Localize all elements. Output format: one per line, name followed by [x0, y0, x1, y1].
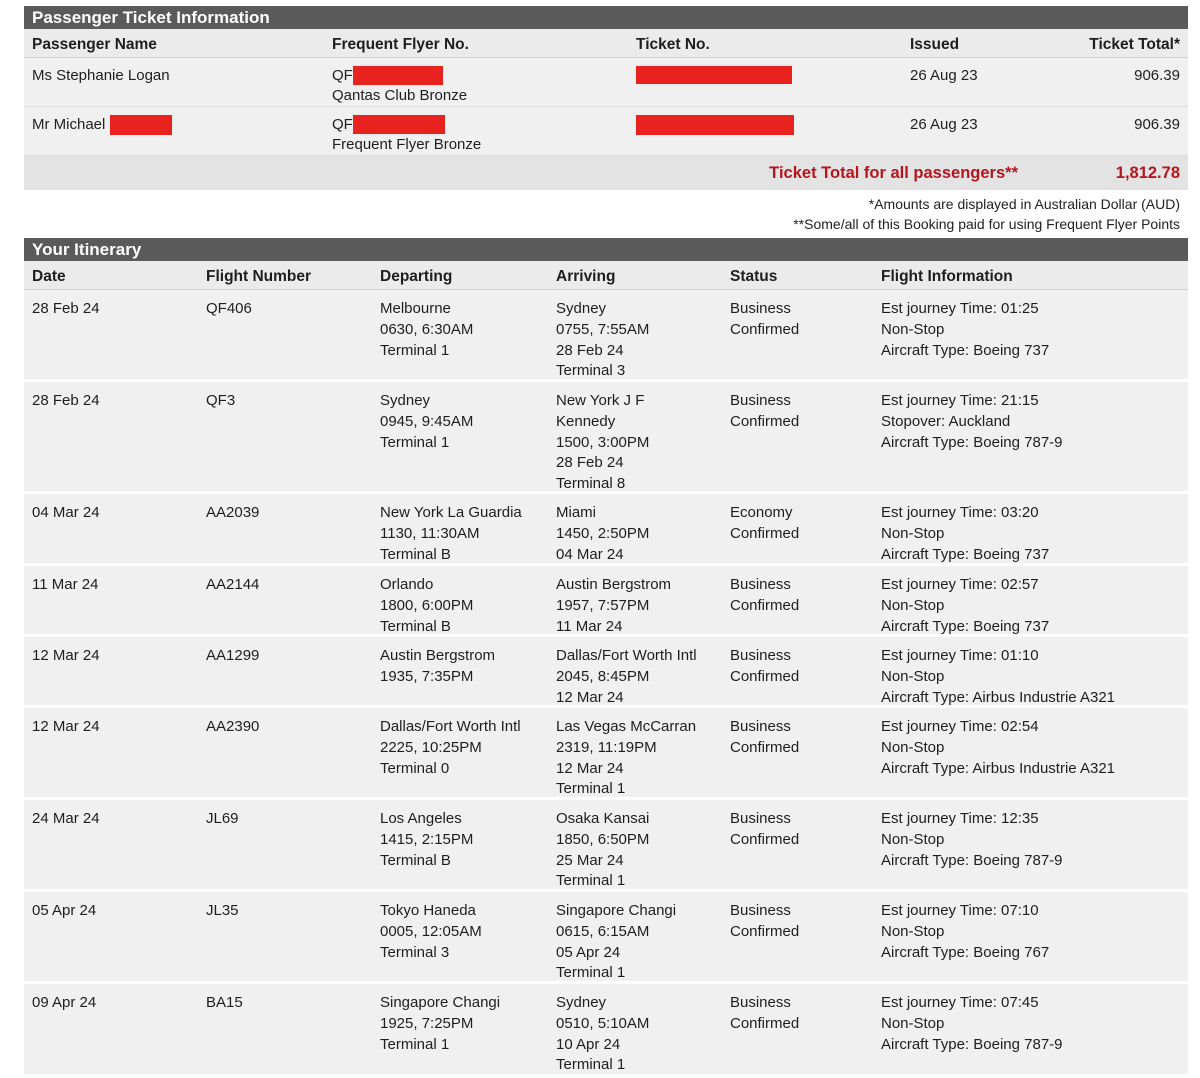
- departing: Sydney 0945, 9:45AM Terminal 1: [380, 392, 474, 451]
- arriving: New York J F Kennedy 1500, 3:00PM 28 Feb 24 Terminal 8: [556, 392, 650, 493]
- header-flight-information: Flight Information: [881, 268, 1013, 285]
- itinerary-table-header: [24, 261, 1188, 290]
- flight-number: QF406: [206, 300, 252, 317]
- header-status: Status: [730, 268, 778, 285]
- passenger-name-cell: [32, 115, 172, 135]
- flight-number: AA2039: [206, 504, 260, 521]
- status: Business Confirmed: [730, 300, 800, 338]
- redaction-block: [636, 66, 792, 84]
- header-arriving: Arriving: [556, 268, 616, 285]
- ff-prefix: QF: [332, 116, 353, 133]
- status: Business Confirmed: [730, 392, 800, 430]
- total-value: 1,812.78: [1115, 164, 1180, 182]
- passenger-name: Ms Stephanie Logan: [32, 67, 170, 84]
- footnotes: [24, 190, 1188, 238]
- passenger-section-title: Passenger Ticket Information: [24, 6, 1188, 29]
- flight-date: 12 Mar 24: [32, 647, 100, 664]
- redaction-block: [110, 115, 172, 135]
- itinerary-table-body: [24, 290, 1188, 1074]
- total-row: [24, 156, 1188, 190]
- departing: Orlando 1800, 6:00PM Terminal B: [380, 576, 474, 635]
- departing: New York La Guardia 1130, 11:30AM Terminal B: [380, 504, 522, 563]
- document: [24, 6, 1188, 1074]
- status: Economy Confirmed: [730, 504, 800, 542]
- flight-information: Est journey Time: 07:10 Non-Stop Aircraft Type: Boeing 767: [881, 902, 1050, 961]
- flight-information: Est journey Time: 03:20 Non-Stop Aircraft Type: Boeing 737: [881, 504, 1050, 563]
- issued-date: 26 Aug 23: [910, 67, 978, 84]
- arriving: Sydney 0755, 7:55AM 28 Feb 24 Terminal 3: [556, 300, 650, 380]
- redaction-block: [636, 115, 794, 135]
- header-flight-number: Flight Number: [206, 268, 312, 285]
- status: Business Confirmed: [730, 647, 800, 685]
- itinerary-row: [24, 494, 1188, 566]
- itinerary-row: [24, 984, 1188, 1074]
- passenger-table: [24, 29, 1188, 190]
- status: Business Confirmed: [730, 994, 800, 1032]
- flight-date: 09 Apr 24: [32, 994, 97, 1011]
- departing: Austin Bergstrom 1935, 7:35PM: [380, 647, 496, 685]
- departing: Los Angeles 1415, 2:15PM Terminal B: [380, 810, 474, 869]
- arriving: Miami 1450, 2:50PM 04 Mar 24: [556, 504, 650, 563]
- arriving: Dallas/Fort Worth Intl 2045, 8:45PM 12 Mar 24: [556, 647, 697, 706]
- itinerary-row: [24, 382, 1188, 494]
- flight-number: BA15: [206, 994, 243, 1011]
- status: Business Confirmed: [730, 810, 800, 848]
- passenger-row: [24, 107, 1188, 156]
- flight-number: QF3: [206, 392, 236, 409]
- ff-tier: Frequent Flyer Bronze: [332, 136, 482, 153]
- flight-date: 05 Apr 24: [32, 902, 97, 919]
- status: Business Confirmed: [730, 902, 800, 940]
- flight-information: Est journey Time: 01:25 Non-Stop Aircraft Type: Boeing 737: [881, 300, 1050, 359]
- itinerary-section-title: Your Itinerary: [24, 238, 1188, 261]
- header-frequent-flyer: Frequent Flyer No.: [332, 36, 469, 53]
- header-ticket-total: Ticket Total*: [1089, 36, 1180, 53]
- ff-prefix: QF: [332, 67, 353, 84]
- departing: Tokyo Haneda 0005, 12:05AM Terminal 3: [380, 902, 482, 961]
- header-issued: Issued: [910, 36, 960, 53]
- header-passenger-name: Passenger Name: [32, 36, 157, 53]
- header-date: Date: [32, 268, 66, 285]
- itinerary-row: [24, 892, 1188, 984]
- frequent-flyer-cell: [332, 115, 481, 155]
- departing: Singapore Changi 1925, 7:25PM Terminal 1: [380, 994, 501, 1053]
- departing: Melbourne 0630, 6:30AM Terminal 1: [380, 300, 474, 359]
- header-ticket-no: Ticket No.: [636, 36, 710, 53]
- status: Business Confirmed: [730, 718, 800, 756]
- arriving: Sydney 0510, 5:10AM 10 Apr 24 Terminal 1: [556, 994, 650, 1074]
- flight-date: 28 Feb 24: [32, 300, 100, 317]
- flight-number: JL69: [206, 810, 239, 827]
- flight-date: 24 Mar 24: [32, 810, 100, 827]
- issued-date: 26 Aug 23: [910, 116, 978, 133]
- currency-note: *Amounts are displayed in Australian Dollar (AUD): [868, 196, 1180, 212]
- itinerary-row: [24, 800, 1188, 892]
- flight-information: Est journey Time: 07:45 Non-Stop Aircraft Type: Boeing 787-9: [881, 994, 1063, 1053]
- flight-date: 12 Mar 24: [32, 718, 100, 735]
- passenger-row: [24, 58, 1188, 107]
- ticket-total: 906.39: [1134, 116, 1180, 133]
- itinerary-row: [24, 708, 1188, 800]
- arriving: Singapore Changi 0615, 6:15AM 05 Apr 24 Terminal 1: [556, 902, 677, 982]
- flight-information: Est journey Time: 01:10 Non-Stop Aircraft Type: Airbus Industrie A321: [881, 647, 1116, 706]
- ff-tier: Qantas Club Bronze: [332, 87, 468, 104]
- points-note: **Some/all of this Booking paid for using Frequent Flyer Points: [793, 216, 1180, 232]
- flight-information: Est journey Time: 02:57 Non-Stop Aircraft Type: Boeing 737: [881, 576, 1050, 635]
- redaction-block: [353, 115, 445, 134]
- total-label: Ticket Total for all passengers**: [769, 164, 1018, 182]
- arriving: Las Vegas McCarran 2319, 11:19PM 12 Mar 24 Terminal 1: [556, 718, 697, 798]
- flight-information: Est journey Time: 21:15 Stopover: Auckland Aircraft Type: Boeing 787-9: [881, 392, 1063, 451]
- flight-number: AA2390: [206, 718, 260, 735]
- passenger-name: Mr Michael: [32, 116, 106, 133]
- arriving: Austin Bergstrom 1957, 7:57PM 11 Mar 24: [556, 576, 672, 635]
- flight-information: Est journey Time: 12:35 Non-Stop Aircraft Type: Boeing 787-9: [881, 810, 1063, 869]
- status: Business Confirmed: [730, 576, 800, 614]
- flight-date: 28 Feb 24: [32, 392, 100, 409]
- arriving: Osaka Kansai 1850, 6:50PM 25 Mar 24 Terminal 1: [556, 810, 650, 890]
- flight-information: Est journey Time: 02:54 Non-Stop Aircraft Type: Airbus Industrie A321: [881, 718, 1116, 777]
- frequent-flyer-cell: [332, 66, 467, 106]
- ticket-number-cell: [636, 66, 792, 86]
- flight-date: 04 Mar 24: [32, 504, 100, 521]
- redaction-block: [353, 66, 443, 85]
- itinerary-row: [24, 290, 1188, 382]
- departing: Dallas/Fort Worth Intl 2225, 10:25PM Terminal 0: [380, 718, 521, 777]
- flight-date: 11 Mar 24: [32, 576, 99, 593]
- flight-number: AA2144: [206, 576, 260, 593]
- ticket-number-cell: [636, 115, 794, 135]
- passenger-table-header: [24, 29, 1188, 58]
- itinerary-row: [24, 566, 1188, 637]
- itinerary-row: [24, 637, 1188, 708]
- header-departing: Departing: [380, 268, 453, 285]
- flight-number: AA1299: [206, 647, 260, 664]
- ticket-total: 906.39: [1134, 67, 1180, 84]
- flight-number: JL35: [206, 902, 239, 919]
